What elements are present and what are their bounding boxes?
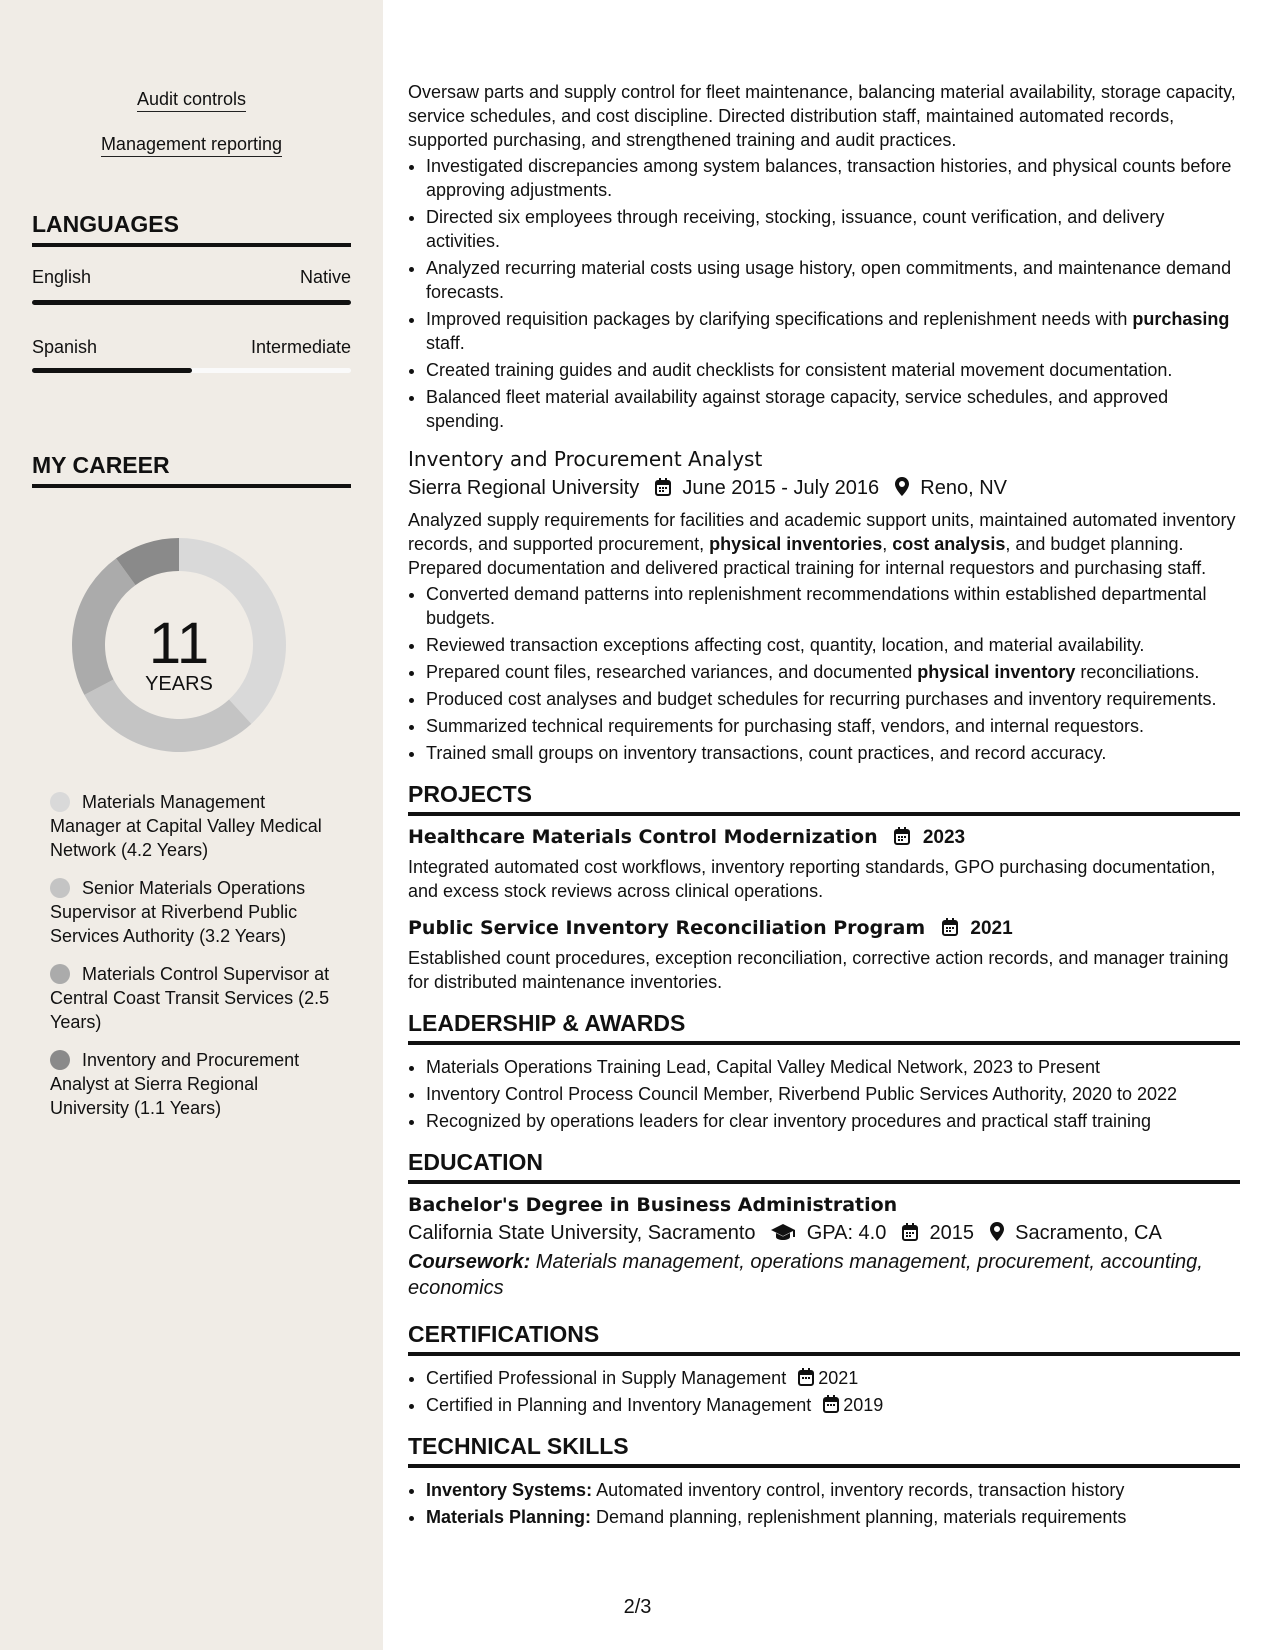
bullet-text: Improved requisition packages by clarifying specifications and replenishment needs with [426,309,1133,329]
career-legend-text: Materials Control Supervisor at Central Coast Transit Services (2.5 Years) [50,964,330,1032]
summary-text: Analyzed supply requirements for facilities and academic support units, maintained automated inventory records, and supported procurement, [408,510,1236,554]
skill-value: Demand planning, replenishment planning, materials requirements [591,1507,1127,1527]
education-heading: EDUCATION [408,1149,1240,1184]
skills-list [408,1478,1240,1529]
certifications-heading: CERTIFICATIONS [408,1321,1240,1356]
career-legend [50,790,340,1134]
calendar-icon [798,1368,814,1386]
project-description: Established count procedures, exception reconciliation, corrective action records, and manager training for distributed maintenance inventories. [408,948,1229,992]
leadership-item: • Materials Operations Training Lead, Capital Valley Medical Network, 2023 to Present [426,1055,1240,1079]
graduation-year: 2015 [929,1222,974,1244]
language-row [32,337,351,358]
summary-text: , [882,534,893,554]
language-proficiency-bar [32,300,351,305]
career-legend-text: Materials Management Manager at Capital Valley Medical Network (4.2 Years) [50,792,322,860]
bullet-text: staff. [426,333,465,353]
career-legend-item [50,962,340,1034]
technical-skills-heading: TECHNICAL SKILLS [408,1433,1240,1468]
job-dates: June 2015 - July 2016 [682,477,880,499]
job-bullet: • Directed six employees through receiving, stocking, issuance, count verification, and delivery activities. [426,205,1240,253]
location-pin-icon [990,1222,1004,1241]
language-proficiency-bar [32,368,351,373]
job-bullet: • Balanced fleet material availability against storage capacity, service schedules, and approved spending. [426,385,1240,433]
coursework-text: Materials management, operations management, procurement, accounting, economics [408,1251,1203,1299]
job-title: Inventory and Procurement Analyst [408,447,763,471]
job-bullet: • Investigated discrepancies among system balances, transaction histories, and physical counts before approving adjustments. [426,154,1240,202]
certification-item [426,1393,1240,1417]
skill-tag [0,134,383,155]
language-proficiency-fill [32,368,192,373]
language-level: Intermediate [250,337,351,357]
job-bullets [408,582,1240,765]
language-row [32,267,351,288]
project-description: Integrated automated cost workflows, inventory reporting standards, GPO purchasing documentation, and excess stock reviews across clinical operations. [408,857,1216,901]
job-bullet [426,660,1240,684]
job-bullets [408,154,1240,433]
location-pin-icon [895,477,909,496]
career-legend-item [50,790,340,862]
job-bullet [426,307,1240,355]
career-total-number: 11 [148,611,210,676]
bullet-keyword: physical inventory [917,662,1076,682]
degree-title: Bachelor's Degree in Business Administration [408,1194,898,1216]
certification-name: Certified in Planning and Inventory Management [426,1395,812,1415]
projects-heading: PROJECTS [408,781,1240,816]
skill-value: Automated inventory control, inventory records, transaction history [592,1480,1125,1500]
education-meta [408,1222,1240,1245]
certification-year: 2021 [818,1368,859,1388]
page-number: 2/3 [623,1596,652,1618]
job-bullet: • Produced cost analyses and budget schedules for recurring purchases and inventory requirements. [426,687,1240,711]
language-proficiency-fill [32,300,351,305]
calendar-icon [902,1223,918,1241]
bullet-keyword: purchasing [1132,309,1230,329]
job-bullet: • Analyzed recurring material costs using usage history, open commitments, and maintenance demand forecasts. [426,256,1240,304]
language-name: Spanish [32,337,98,357]
calendar-icon [655,478,671,496]
job-bullet: • Summarized technical requirements for purchasing staff, vendors, and internal requestors. [426,714,1240,738]
language-level: Native [299,267,351,287]
job-bullet: • Converted demand patterns into replenishment recommendations within established departmental budgets. [426,582,1240,630]
project-name: Public Service Inventory Reconciliation Program [408,917,926,939]
job-company: Sierra Regional University [408,477,640,499]
coursework-label: Coursework: [408,1251,531,1273]
leadership-heading: LEADERSHIP & AWARDS [408,1010,1240,1045]
gpa: GPA: 4.0 [806,1222,887,1244]
languages-heading: LANGUAGES [32,211,351,247]
skill-item [426,1505,1240,1529]
project-title [408,917,1240,940]
legend-swatch [50,1050,70,1070]
certification-year: 2019 [843,1395,884,1415]
job-summary: Oversaw parts and supply control for fleet maintenance, balancing material availability, storage capacity, service schedules, and cost discipline. Directed distribution staff, maintained automated records, supported purchasing, and strengthened training and audit practices. [408,82,1236,150]
coursework [408,1249,1240,1301]
main-content [408,80,1240,1532]
career-donut-chart [64,530,294,760]
career-total-unit: YEARS [145,673,213,695]
career-legend-text: Senior Materials Operations Supervisor at Riverbend Public Services Authority (3.2 Years) [50,878,306,946]
job-summary [408,508,1240,580]
leadership-list [408,1055,1240,1133]
calendar-icon [823,1395,839,1413]
job-meta [408,477,1240,500]
school-location: Sacramento, CA [1015,1222,1162,1244]
job-bullet: • Reviewed transaction exceptions affecting cost, quantity, location, and material availability. [426,633,1240,657]
job-bullet: • Created training guides and audit checklists for consistent material movement documentation. [426,358,1240,382]
legend-swatch [50,878,70,898]
career-legend-item [50,876,340,948]
certification-item [426,1366,1240,1390]
calendar-icon [894,827,910,845]
project-year: 2021 [970,918,1013,939]
school-name: California State University, Sacramento [408,1222,756,1244]
career-legend-text: Inventory and Procurement Analyst at Sierra Regional University (1.1 Years) [50,1050,300,1118]
legend-swatch [50,792,70,812]
leadership-item: • Recognized by operations leaders for clear inventory procedures and practical staff training [426,1109,1240,1133]
certifications-list [408,1366,1240,1417]
skill-tag [0,89,383,110]
summary-keyword: physical inventories [709,534,883,554]
language-name: English [32,267,92,287]
summary-text: , and budget planning. Prepared documentation and delivered practical training for internal requestors and purchasing staff. [408,534,1207,578]
project-name: Healthcare Materials Control Modernization [408,826,878,848]
summary-keyword: cost analysis [892,534,1006,554]
legend-swatch [50,964,70,984]
career-legend-item [50,1048,340,1120]
bullet-text: reconciliations. [1075,662,1200,682]
bullet-text: Prepared count files, researched variances, and documented [426,662,918,682]
skill-tag-label: Audit controls [137,89,246,112]
certification-name: Certified Professional in Supply Management [426,1368,787,1388]
sidebar [0,0,383,1650]
project-year: 2023 [922,827,966,848]
skill-item [426,1478,1240,1502]
skill-label: Materials Planning: [426,1507,592,1527]
job-location: Reno, NV [920,477,1007,499]
skill-tag-label: Management reporting [101,134,282,157]
career-heading: MY CAREER [32,452,351,488]
job-bullet: • Trained small groups on inventory transactions, count practices, and record accuracy. [426,741,1240,765]
skill-label: Inventory Systems: [426,1480,593,1500]
project-title [408,826,1240,849]
leadership-item: • Inventory Control Process Council Member, Riverbend Public Services Authority, 2020 to 2022 [426,1082,1240,1106]
calendar-icon [942,918,958,936]
graduation-cap-icon [771,1223,795,1241]
donut-segment [72,558,136,694]
